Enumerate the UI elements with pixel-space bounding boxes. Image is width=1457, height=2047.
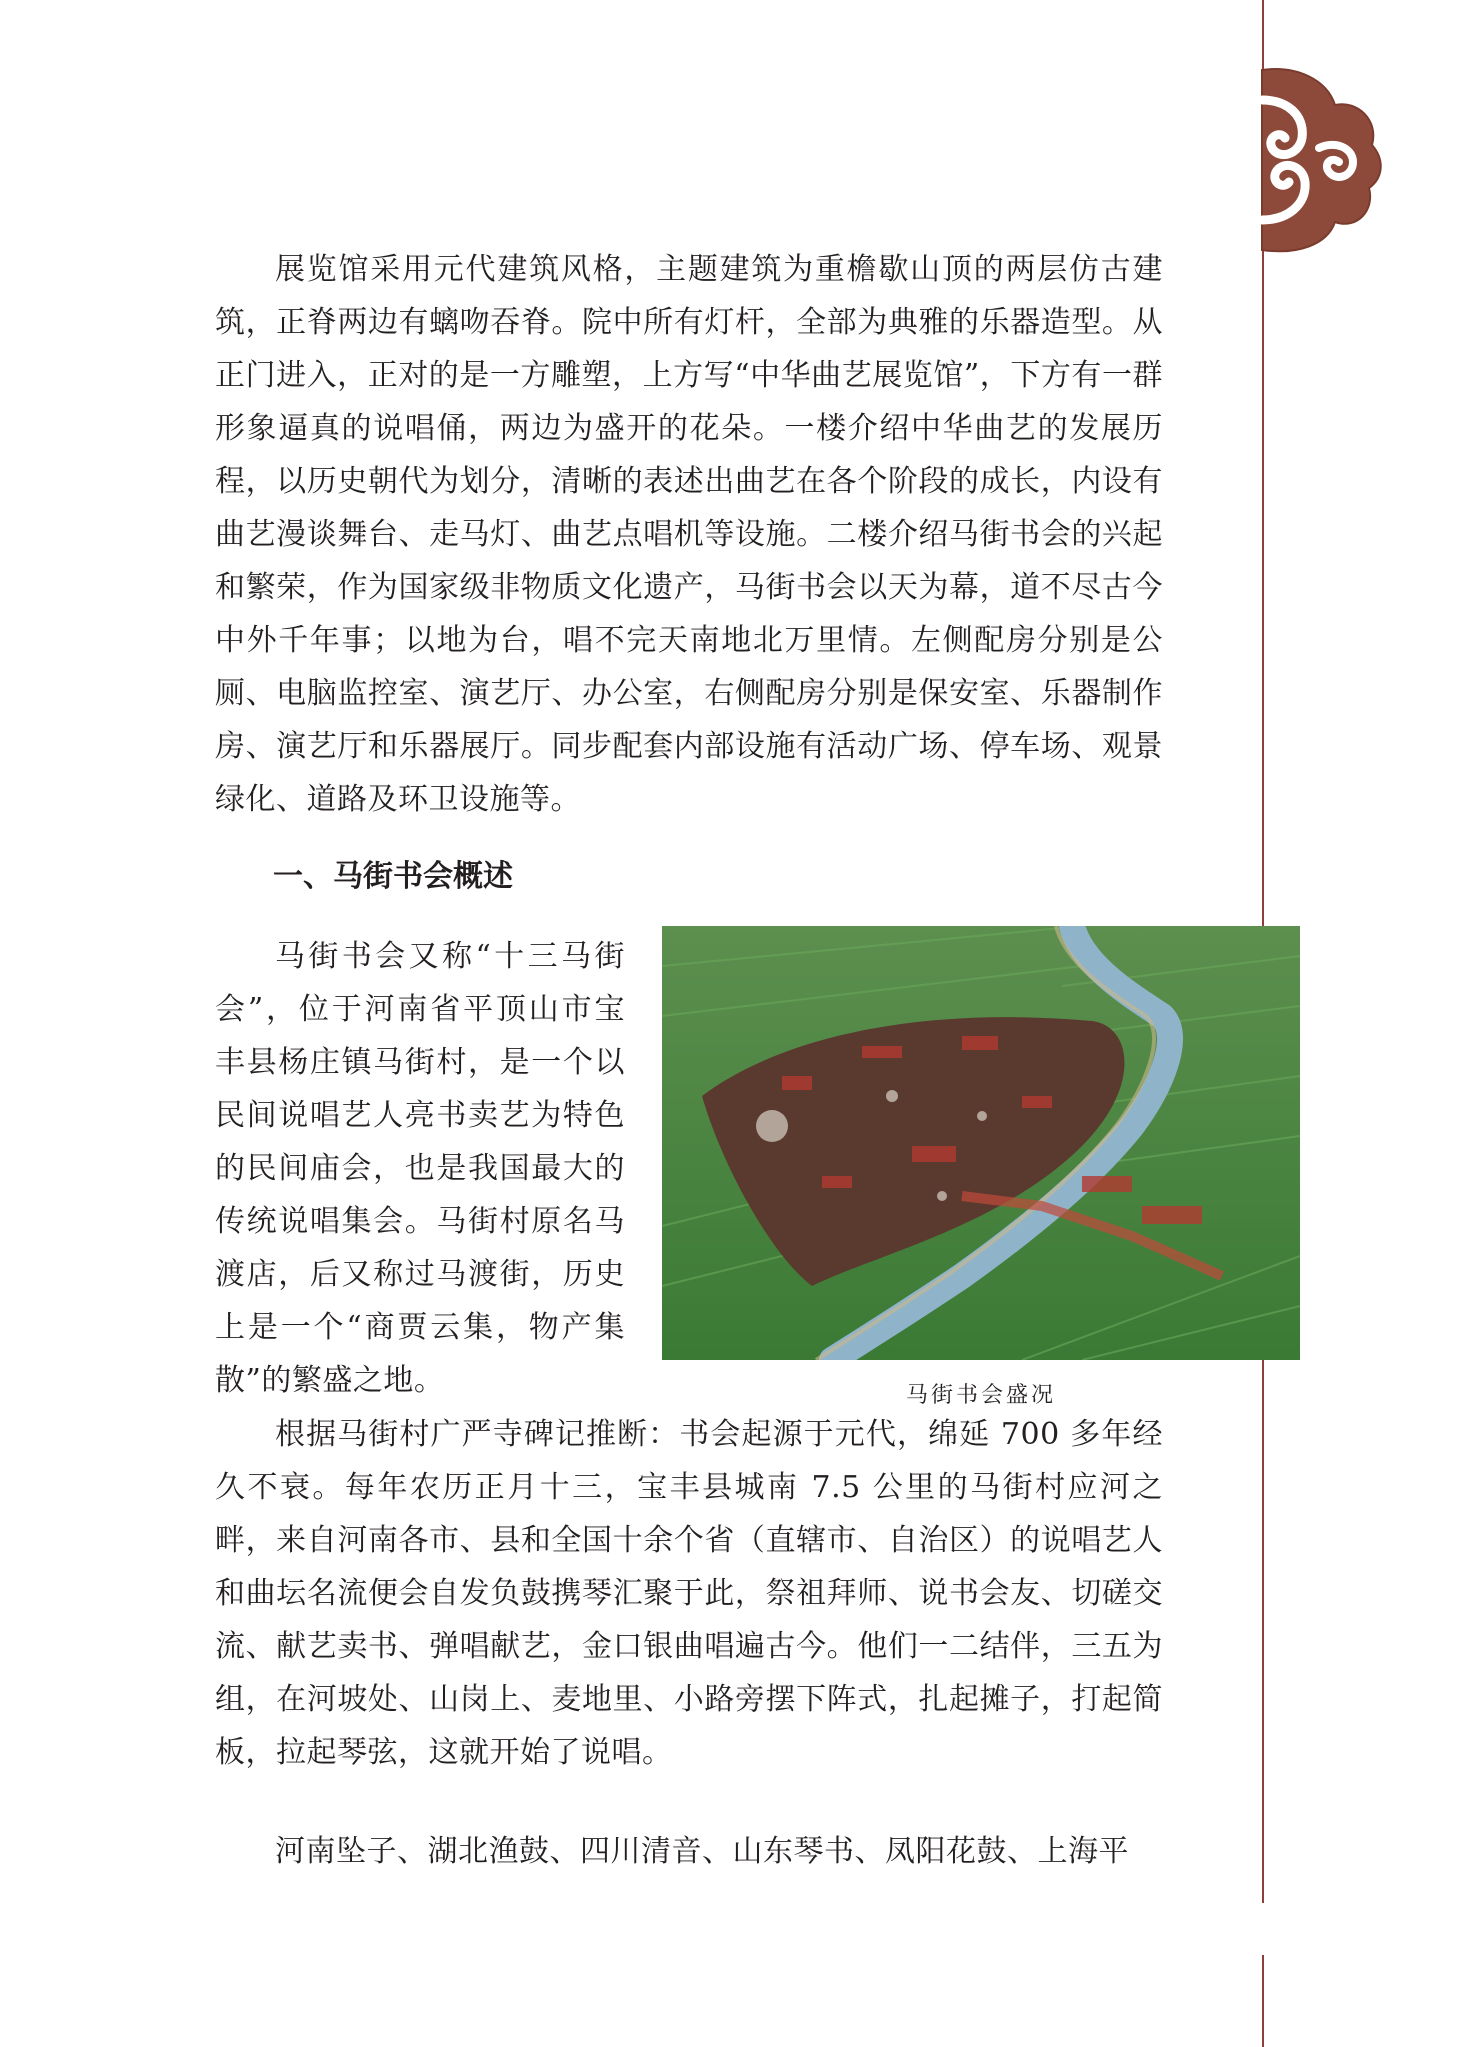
photo-caption: 马街书会盛况 xyxy=(905,1383,1056,1408)
body-paragraph: 展览馆采用元代建筑风格，主题建筑为重檐歇山顶的两层仿古建筑，正脊两边有螭吻吞脊。院中所有灯杆，全部为典雅的乐器造型。从正门进入，正对的是一方雕塑，上方写“中华曲艺展览馆”，下方有一群形象逼真的说唱俑，两边为盛开的花朵。一楼介绍中华曲艺的发展历程，以历史朝代为划分，清晰的表述出曲艺在各个阶段的成长，内设有曲艺漫谈舞台、走马灯、曲艺点唱机等设施。二楼介绍马街书会的兴起和繁荣，作为国家级非物质文化遗产，马街书会以天为幕，道不尽古今中外千年事；以地为台，唱不完天南地北万里情。左侧配房分别是公厕、电脑监控室、演艺厅、办公室，右侧配房分别是保安室、乐器制作房、演艺厅和乐器展厅。同步配套内部设施有活动广场、停车场、观景绿化、道路及环卫设施等。 xyxy=(215,252,1163,817)
section-heading: 一、马街书会概述 xyxy=(273,859,513,894)
aerial-photo xyxy=(662,926,1300,1360)
body-paragraph: 河南坠子、湖北渔鼓、四川清音、山东琴书、凤阳花鼓、上海平 xyxy=(275,1834,1129,1869)
body-paragraph: 马街书会又称“十三马街会”，位于河南省平顶山市宝丰县杨庄镇马街村，是一个以民间说唱艺人亮书卖艺为特色的民间庙会，也是我国最大的传统说唱集会。马街村原名马渡店，后又称过马渡街，历史上是一个“商贾云集，物产集散”的繁盛之地。 xyxy=(215,939,625,1398)
body-paragraph: 根据马街村广严寺碑记推断：书会起源于元代，绵延 700 多年经久不衰。每年农历正月十三，宝丰县城南 7.5 公里的马街村应河之畔，来自河南各市、县和全国十余个省（直辖市、自治区）的说唱艺人和曲坛名流便会自发负鼓携琴汇聚于此，祭祖拜师、说书会友、切磋交流、献艺卖书、弹唱献艺，金口银曲唱遍古今。他们一二结伴，三五为组，在河坡处、山岗上、麦地里、小路旁摆下阵式，扎起摊子，打起简板，拉起琴弦，这就开始了说唱。 xyxy=(215,1417,1163,1770)
page-edge-rule-lower xyxy=(1262,1955,1264,2047)
cloud-ornament-icon xyxy=(1257,60,1387,260)
